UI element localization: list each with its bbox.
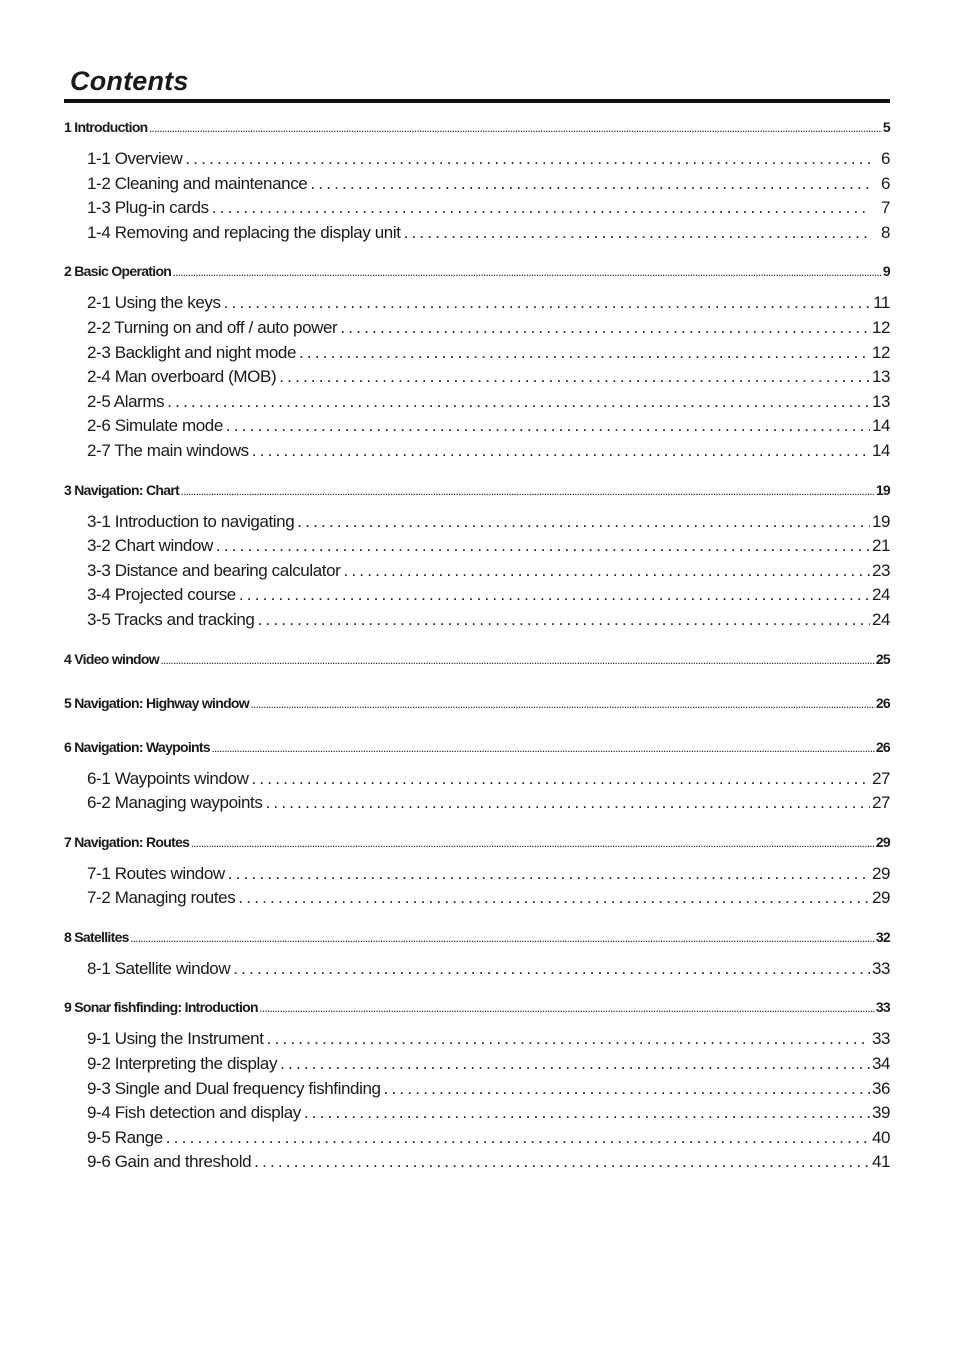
- dot-leader: [279, 367, 870, 387]
- section-title: 9-2 Interpreting the display: [87, 1054, 278, 1074]
- section-title: 9-6 Gain and threshold: [87, 1152, 252, 1172]
- section-title: 3-4 Projected course: [87, 585, 236, 605]
- dot-leader: [297, 512, 870, 532]
- section-page-number: 12: [872, 342, 891, 362]
- section-title: 3-1 Introduction to navigating: [87, 511, 295, 531]
- dot-leader: [280, 1054, 870, 1074]
- dot-leader: [404, 223, 870, 243]
- toc-section[interactable]: [87, 343, 890, 368]
- dot-leader: [181, 488, 875, 497]
- section-list: [87, 959, 890, 984]
- toc-section[interactable]: [87, 512, 890, 537]
- section-list: [87, 1029, 890, 1177]
- toc-section[interactable]: [87, 1029, 890, 1054]
- section-title: 1-1 Overview: [87, 149, 183, 168]
- dot-leader: [131, 935, 875, 944]
- section-page-number: 14: [872, 440, 891, 460]
- toc-section[interactable]: [87, 793, 890, 818]
- dot-leader: [252, 441, 870, 461]
- toc-chapter[interactable]: [64, 739, 890, 765]
- chapter-page-number: 25: [875, 650, 890, 667]
- chapter-title: 6 Navigation: Waypoints: [64, 738, 210, 755]
- section-list: [87, 293, 890, 465]
- dot-leader: [224, 293, 870, 313]
- chapter-title: 2 Basic Operation: [64, 263, 172, 280]
- dot-leader: [251, 701, 875, 710]
- section-title: 3-3 Distance and bearing calculator: [87, 560, 341, 580]
- section-title: 9-1 Using the Instrument: [87, 1029, 264, 1049]
- toc-section[interactable]: [87, 1128, 890, 1153]
- dot-leader: [185, 149, 870, 169]
- section-page-number: 13: [872, 391, 891, 411]
- toc-section[interactable]: [87, 1054, 890, 1079]
- toc-chapter[interactable]: [64, 119, 890, 145]
- chapter-page-number: 5: [882, 119, 890, 135]
- section-title: 2-2 Turning on and off / auto power: [87, 317, 338, 337]
- toc-chapter[interactable]: [64, 263, 890, 289]
- chapter-title: 1 Introduction: [64, 119, 148, 135]
- chapter-page-number: 19: [875, 481, 890, 498]
- section-title: 3-5 Tracks and tracking: [87, 609, 255, 629]
- dot-leader: [233, 959, 870, 979]
- dot-leader: [310, 174, 870, 194]
- toc-section[interactable]: [87, 1103, 890, 1128]
- section-title: 2-6 Simulate mode: [87, 416, 223, 436]
- section-page-number: 6: [880, 149, 890, 168]
- chapter-page-number: 26: [875, 694, 890, 711]
- toc-section[interactable]: [87, 174, 890, 199]
- section-list: [87, 864, 890, 913]
- section-title: 1-4 Removing and replacing the display unit: [87, 222, 401, 242]
- dot-leader: [254, 1152, 870, 1172]
- section-page-number: 36: [872, 1078, 891, 1098]
- section-page-number: 29: [872, 888, 891, 908]
- contents-page: [64, 62, 890, 1193]
- toc-section[interactable]: [87, 293, 890, 318]
- section-page-number: 11: [873, 293, 890, 313]
- section-page-number: 33: [872, 1029, 891, 1049]
- dot-leader: [212, 745, 875, 754]
- dot-leader: [340, 318, 870, 338]
- section-page-number: 24: [872, 609, 891, 629]
- section-page-number: 39: [872, 1103, 891, 1123]
- toc-section[interactable]: [87, 416, 890, 441]
- section-page-number: 29: [872, 863, 891, 883]
- dot-leader: [304, 1103, 870, 1123]
- toc-section[interactable]: [87, 585, 890, 610]
- chapter-title: 9 Sonar fishfinding: Introduction: [64, 999, 258, 1016]
- section-title: 9-3 Single and Dual frequency fishfinding: [87, 1078, 381, 1098]
- toc-chapter[interactable]: [64, 651, 890, 677]
- toc-section[interactable]: [87, 561, 890, 586]
- section-page-number: 33: [872, 958, 891, 978]
- toc-section[interactable]: [87, 864, 890, 889]
- dot-leader: [226, 416, 870, 436]
- section-title: 7-2 Managing routes: [87, 888, 236, 908]
- toc-section[interactable]: [87, 1079, 890, 1104]
- chapter-title: 8 Satellites: [64, 928, 129, 945]
- section-title: 6-1 Waypoints window: [87, 768, 249, 788]
- section-page-number: 8: [880, 222, 890, 242]
- toc-section[interactable]: [87, 318, 890, 343]
- dot-leader: [167, 392, 870, 412]
- toc-section[interactable]: [87, 536, 890, 561]
- toc-section[interactable]: [87, 1152, 890, 1177]
- section-page-number: 7: [880, 198, 890, 218]
- dot-leader: [191, 840, 875, 849]
- dot-leader: [258, 610, 871, 630]
- toc-section[interactable]: [87, 769, 890, 794]
- section-page-number: 23: [872, 560, 891, 580]
- dot-leader: [260, 1005, 875, 1014]
- toc-chapter[interactable]: [64, 482, 890, 508]
- section-list: [87, 149, 890, 247]
- chapter-page-number: 32: [875, 928, 890, 945]
- toc-section[interactable]: [87, 198, 890, 223]
- toc-chapter[interactable]: [64, 834, 890, 860]
- section-title: 3-2 Chart window: [87, 536, 213, 556]
- section-page-number: 21: [872, 536, 891, 556]
- section-page-number: 34: [872, 1054, 891, 1074]
- dot-leader: [343, 561, 870, 581]
- table-of-contents: [64, 119, 890, 1177]
- section-title: 7-1 Routes window: [87, 863, 225, 883]
- dot-leader: [267, 1029, 870, 1049]
- section-title: 2-3 Backlight and night mode: [87, 342, 296, 362]
- toc-chapter[interactable]: [64, 929, 890, 955]
- section-page-number: 24: [872, 585, 891, 605]
- section-title: 6-2 Managing waypoints: [87, 793, 263, 813]
- section-title: 8-1 Satellite window: [87, 958, 231, 978]
- chapter-page-number: 33: [875, 999, 890, 1016]
- toc-section[interactable]: [87, 223, 890, 248]
- section-title: 1-2 Cleaning and maintenance: [87, 173, 308, 193]
- section-list: [87, 769, 890, 818]
- dot-leader: [384, 1079, 870, 1099]
- dot-leader: [150, 125, 882, 134]
- chapter-title: 5 Navigation: Highway window: [64, 694, 249, 711]
- section-title: 2-7 The main windows: [87, 440, 249, 460]
- section-page-number: 19: [872, 511, 891, 531]
- toc-section[interactable]: [87, 959, 890, 984]
- toc-section[interactable]: [87, 367, 890, 392]
- dot-leader: [251, 769, 870, 789]
- toc-section[interactable]: [87, 610, 890, 635]
- section-title: 9-4 Fish detection and display: [87, 1103, 301, 1123]
- section-page-number: 12: [872, 317, 891, 337]
- section-title: 1-3 Plug-in cards: [87, 198, 209, 218]
- chapter-spacer: [64, 721, 890, 739]
- toc-chapter[interactable]: [64, 999, 890, 1025]
- toc-section[interactable]: [87, 392, 890, 417]
- chapter-title: 7 Navigation: Routes: [64, 833, 190, 850]
- section-title: 2-4 Man overboard (MOB): [87, 367, 277, 387]
- chapter-spacer: [64, 677, 890, 695]
- section-list: [87, 512, 890, 635]
- chapter-page-number: 26: [875, 738, 890, 755]
- dot-leader: [161, 657, 875, 666]
- dot-leader: [299, 343, 870, 363]
- section-page-number: 27: [872, 768, 891, 788]
- dot-leader: [212, 198, 870, 218]
- dot-leader: [216, 536, 870, 556]
- section-page-number: 6: [880, 173, 890, 193]
- section-title: 9-5 Range: [87, 1127, 163, 1147]
- dot-leader: [173, 269, 882, 278]
- section-page-number: 40: [872, 1127, 891, 1147]
- section-title: 2-5 Alarms: [87, 391, 165, 411]
- dot-leader: [228, 864, 870, 884]
- dot-leader: [166, 1128, 870, 1148]
- section-page-number: 13: [872, 367, 891, 387]
- section-page-number: 14: [872, 416, 891, 436]
- section-title: 2-1 Using the keys: [87, 293, 221, 313]
- chapter-page-number: 29: [875, 833, 890, 850]
- section-page-number: 27: [872, 793, 891, 813]
- toc-chapter[interactable]: [64, 695, 890, 721]
- dot-leader: [238, 888, 870, 908]
- page-title: Contents: [70, 66, 189, 96]
- toc-section[interactable]: [87, 888, 890, 913]
- toc-section[interactable]: [87, 441, 890, 466]
- chapter-title: 4 Video window: [64, 650, 159, 667]
- section-page-number: 41: [872, 1152, 891, 1172]
- dot-leader: [265, 793, 870, 813]
- toc-section[interactable]: [87, 149, 890, 174]
- chapter-page-number: 9: [882, 263, 890, 280]
- chapter-title: 3 Navigation: Chart: [64, 481, 180, 498]
- dot-leader: [239, 585, 870, 605]
